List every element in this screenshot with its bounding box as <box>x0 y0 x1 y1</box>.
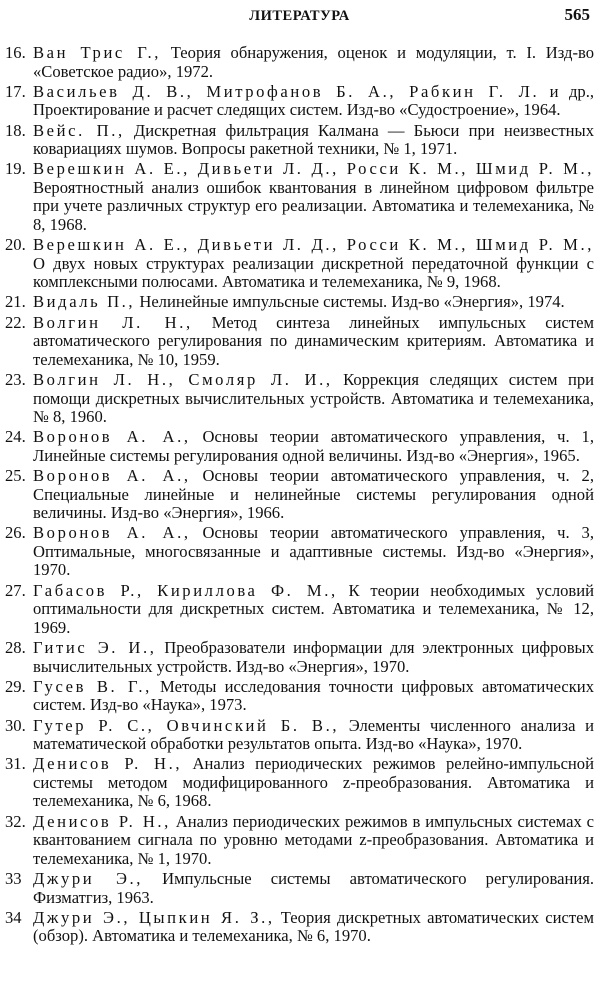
reference-text: Анализ периодических режимов в импульсных системах с квантованием сигнала по уровню методами z-преобразования. Автоматика и телемеханика, № 1, 1970. <box>33 811 594 868</box>
reference-entry <box>5 428 594 465</box>
reference-authors: Джури Э., Цыпкин Я. З., <box>33 907 275 927</box>
reference-text: Дискретная фильтрация Калмана — Бьюси при неизвестных ковариациях шумов. Вопросы ракетной техники, № 1, 1971. <box>33 120 594 159</box>
reference-text: К теории необходимых условий оптимальности для дискретных систем. Автоматика и телемеханика, № 12, 1969. <box>33 580 595 637</box>
reference-authors: Верешкин А. Е., Дивьети Л. Д., Росси К. М., Шмид Р. М., <box>33 235 594 255</box>
reference-text: Основы теории автоматического управления, ч. 2, Специальные линейные и нелинейные системы регулирования одной величины. Изд-во «Энергия», 1966. <box>33 466 594 523</box>
reference-authors: Джури Э., <box>33 869 143 889</box>
reference-entry <box>5 755 594 811</box>
reference-authors: Волгин Л. Н., Смоляр Л. И., <box>33 370 333 390</box>
page-number: 565 <box>564 5 590 24</box>
reference-entry <box>5 467 594 523</box>
reference-authors: Денисов Р. Н., <box>33 754 183 774</box>
reference-text: Основы теории автоматического управления, ч. 3, Оптимальные, многосвязанные и адаптивные системы. Изд-во «Энергия», 1970. <box>33 523 594 580</box>
reference-authors: Гусев В. Г., <box>33 676 152 696</box>
reference-authors: Воронов А. А., <box>33 427 191 447</box>
reference-entry <box>5 44 594 81</box>
reference-entry <box>5 314 594 370</box>
reference-entry <box>5 582 594 638</box>
reference-number: 24. <box>5 427 26 447</box>
reference-number: 27. <box>5 580 26 600</box>
reference-text: Преобразователи информации для электронных цифровых вычислительных устройств. Изд-во «Энергия», 1970. <box>33 638 595 676</box>
reference-entry <box>5 678 594 715</box>
reference-text: Теория обнаружения, оценок и модуляции, т. I. Изд-во «Советское радио», 1972. <box>33 43 595 81</box>
reference-number: 26. <box>5 523 26 543</box>
reference-number: 21. <box>5 292 26 312</box>
reference-authors: Верешкин А. Е., Дивьети Л. Д., Росси К. М., Шмид Р. М., <box>33 159 594 179</box>
reference-text: Импульсные системы автоматического регулирования. Физматгиз, 1963. <box>33 869 594 907</box>
reference-entry <box>5 524 594 580</box>
reference-number: 29. <box>5 676 26 696</box>
reference-authors: Воронов А. А., <box>33 466 191 486</box>
reference-entry <box>5 83 594 120</box>
reference-list <box>5 44 594 946</box>
reference-authors: Габасов Р., Кириллова Ф. М., <box>33 580 338 600</box>
reference-entry <box>5 717 594 754</box>
reference-text: Нелинейные импульсные системы. Изд-во «Энергия», 1974. <box>135 292 565 312</box>
reference-text: Теория дискретных автоматических систем (обзор). Автоматика и телемеханика, № 6, 1970. <box>33 907 594 946</box>
reference-authors: Воронов А. А., <box>33 523 191 543</box>
reference-number: 33 <box>5 869 22 889</box>
reference-entry <box>5 160 594 234</box>
reference-authors: Гитис Э. И., <box>33 638 157 658</box>
reference-authors: Гутер Р. С., Овчинский Б. В., <box>33 715 340 735</box>
reference-authors: Вейс. П., <box>33 120 125 140</box>
reference-authors: Ван Трис Г., <box>33 43 162 62</box>
reference-entry <box>5 371 594 427</box>
reference-text: Элементы численного анализа и математической обработки результатов опыта. Изд-во «Наука», 1970. <box>33 715 594 754</box>
reference-number: 16. <box>5 43 26 62</box>
reference-number: 34 <box>5 907 22 927</box>
reference-entry <box>5 909 594 946</box>
reference-number: 32. <box>5 811 26 831</box>
page-header <box>5 0 594 44</box>
reference-entry <box>5 813 594 869</box>
reference-entry <box>5 639 594 676</box>
reference-entry <box>5 236 594 292</box>
reference-authors: Видаль П., <box>33 292 136 312</box>
reference-number: 25. <box>5 466 26 486</box>
reference-number: 30. <box>5 715 26 735</box>
reference-text: О двух новых структурах реализации дискретной передаточной функции с комплексными полюсами. Автоматика и телемеханика, № 9, 1968. <box>33 253 594 292</box>
reference-entry <box>5 122 594 159</box>
reference-text: Методы исследования точности цифровых автоматических систем. Изд-во «Наука», 1973. <box>33 676 594 715</box>
reference-text: Вероятностный анализ ошибок квантования в линейном цифровом фильтре при учете различных структур его реализации. Автоматика и телемеханика, № 8, 1968. <box>33 177 594 234</box>
reference-number: 19. <box>5 159 26 179</box>
reference-number: 20. <box>5 235 26 255</box>
reference-text: и др., Проектирование и расчет следящих систем. Изд-во «Судостроение», 1964. <box>33 81 595 120</box>
reference-number: 23. <box>5 370 26 390</box>
reference-number: 28. <box>5 638 26 658</box>
reference-text: Анализ периодических режимов релейно-импульсной системы методом модифицированного z-преобразования. Автоматика и телемеханика, № 6, 1968. <box>33 754 594 811</box>
reference-number: 17. <box>5 81 26 101</box>
reference-entry <box>5 293 594 312</box>
reference-number: 31. <box>5 754 26 774</box>
reference-text: Метод синтеза линейных импульсных систем автоматического регулирования по динамическим критериям. Автоматика и телемеханика, № 10, 1959. <box>33 312 595 369</box>
reference-text: Основы теории автоматического управления, ч. 1, Линейные системы регулирования одной величины. Изд-во «Энергия», 1965. <box>33 427 594 465</box>
running-title: ЛИТЕРАТУРА <box>249 8 350 24</box>
reference-authors: Васильев Д. В., Митрофанов Б. А., Рабкин Г. Л. <box>33 81 540 101</box>
reference-number: 22. <box>5 312 26 332</box>
reference-entry <box>5 870 594 907</box>
reference-text: Коррекция следящих систем при помощи дискретных вычислительных устройств. Автоматика и телемеханика, № 8, 1960. <box>33 370 594 427</box>
reference-authors: Волгин Л. Н., <box>33 312 193 332</box>
reference-authors: Денисов Р. Н., <box>33 811 171 831</box>
reference-number: 18. <box>5 120 26 140</box>
